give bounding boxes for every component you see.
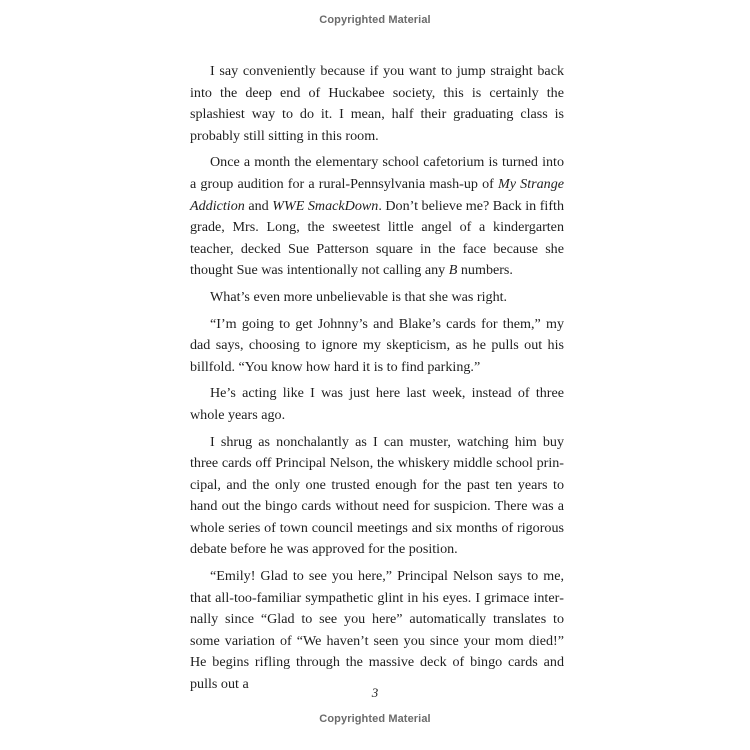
- italic-letter: B: [448, 262, 458, 279]
- paragraph-text: He’s acting like I was just here last week, instead of three whole years ago.: [190, 385, 564, 423]
- paragraph-text: I shrug as nonchalantly as I can muster, watching him buy three cards off Principal Nelson, the whiskery middle school principal, and the only one trusted enough for the past ten years to hand out the bingo cards without need for suspicion. There was a whole series of town council meetings and six months of rigorous debate before he was approved for the position.: [190, 433, 564, 558]
- paragraph: [190, 152, 564, 282]
- paragraph-text: . Don’t believe me? Back in fifth grade, Mrs. Long, the sweetest little angel of a kindergarten teacher, decked Sue Patterson square in the face because she thought Sue was intentionally not calling any: [190, 197, 564, 279]
- paragraph: [190, 566, 564, 696]
- paragraph-text: and: [244, 197, 273, 214]
- italic-title: My Strange Addiction: [190, 175, 564, 214]
- paragraph-text: “I’m going to get Johnny’s and Blake’s cards for them,” my dad says, choosing to ignore my skepticism, as he pulls out his billfold. “You know how hard it is to find parking.”: [190, 315, 564, 375]
- copyright-watermark-bottom: Copyrighted Material: [319, 713, 431, 725]
- paragraph: [190, 432, 564, 562]
- page-body: [190, 61, 564, 696]
- paragraph-text: I say conveniently because if you want to jump straight back into the deep end of Huckabee society, this is certainly the splashiest way to do it. I mean, half their graduating class is probably still sitting in this room.: [190, 63, 564, 144]
- paragraph-text: What’s even more unbelievable is that she was right.: [210, 288, 508, 305]
- copyright-watermark-top: Copyrighted Material: [319, 14, 431, 26]
- paragraph-text: “Emily! Glad to see you here,” Principal Nelson says to me, that all-too-familiar sympathetic glint in his eyes. I grimace internally since “Glad to see you here” automatically translates to some variation of “We haven’t seen you since your mom died!” He begins rifling through the massive deck of bingo cards and pulls out a: [190, 568, 564, 693]
- paragraph: [190, 383, 564, 426]
- paragraph-text: Once a month the elementary school cafetorium is turned into a group audition for a rural-Pennsylvania mash-up of: [190, 154, 564, 192]
- page-number: 3: [371, 685, 379, 700]
- paragraph: [190, 314, 564, 379]
- italic-title: WWE SmackDown: [272, 197, 379, 214]
- paragraph-text: numbers.: [457, 262, 513, 279]
- paragraph: [190, 61, 564, 147]
- paragraph: [190, 287, 564, 309]
